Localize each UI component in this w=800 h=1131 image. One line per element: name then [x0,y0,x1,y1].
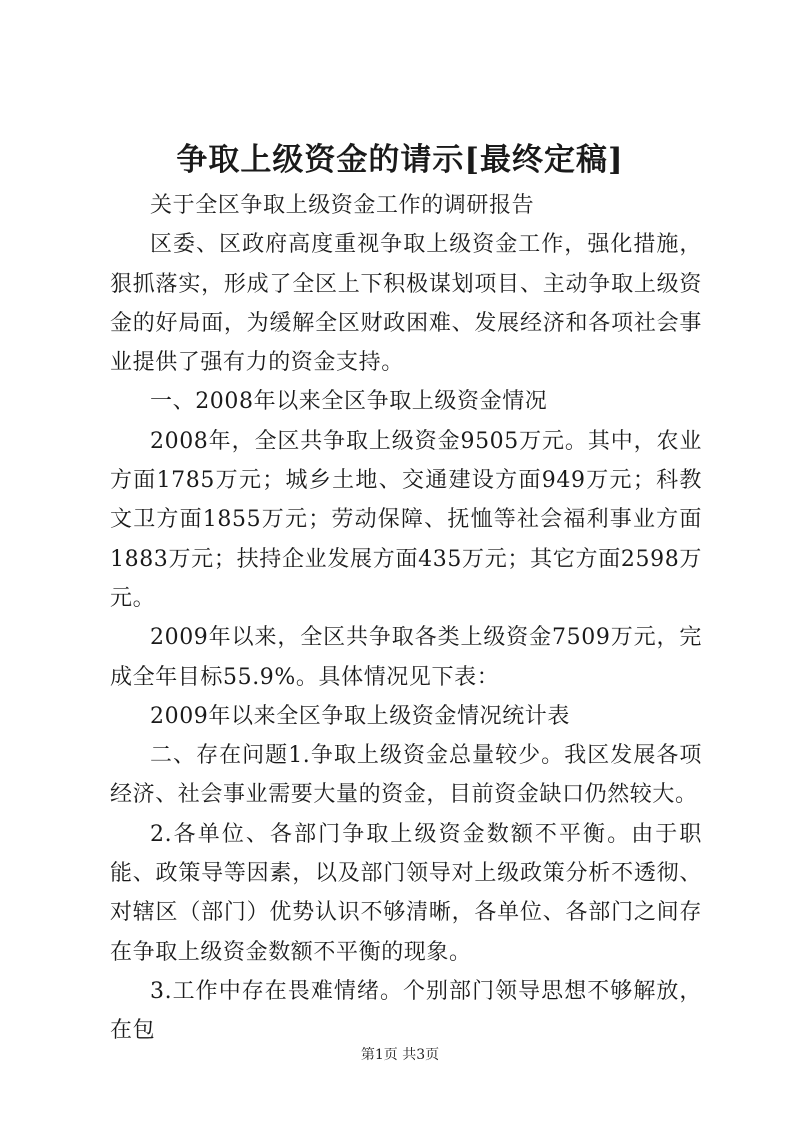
section-heading-1: 一、2008年以来全区争取上级资金情况 [150,389,548,415]
table-caption: 2009年以来全区争取上级资金情况统计表 [150,703,570,729]
paragraph-problem-3: 3.工作中存在畏难情绪。个别部门领导思想不够解放，在包 [110,978,702,1044]
document-title: 争取上级资金的请示[最终定稿] [176,142,624,178]
paragraph-problem-2: 2.各单位、各部门争取上级资金数额不平衡。由于职能、政策导等因素，以及部门领导对上级政策分析不透彻、对辖区（部门）优势认识不够清晰，各单位、各部门之间存在争取上级资金数额不平衡的现象。 [110,821,702,965]
paragraph-2008-funds: 2008年，全区共争取上级资金9505万元。其中，农业方面1785万元；城乡土地、交通建设方面949万元；科教文卫方面1855万元；劳动保障、抚恤等社会福利事业方面1883万元；扶持企业发展方面435万元；其它方面2598万元。 [110,428,702,611]
paragraph-2009-funds: 2009年以来，全区共争取各类上级资金7509万元，完成全年目标55.9%。具体情况见下表： [110,625,702,690]
paragraph-subtitle: 关于全区争取上级资金工作的调研报告 [150,193,535,218]
document-body [110,186,702,1051]
section-heading-2-problem-1: 二、存在问题1.争取上级资金总量较少。我区发展各项经济、社会事业需要大量的资金，目前资金缺口仍然较大。 [110,743,702,808]
page-footer: 第1页 共3页 [360,1047,440,1063]
paragraph-intro: 区委、区政府高度重视争取上级资金工作，强化措施，狠抓落实，形成了全区上下积极谋划项目、主动争取上级资金的好局面，为缓解全区财政困难、发展经济和各项社会事业提供了强有力的资金支持。 [110,232,702,376]
